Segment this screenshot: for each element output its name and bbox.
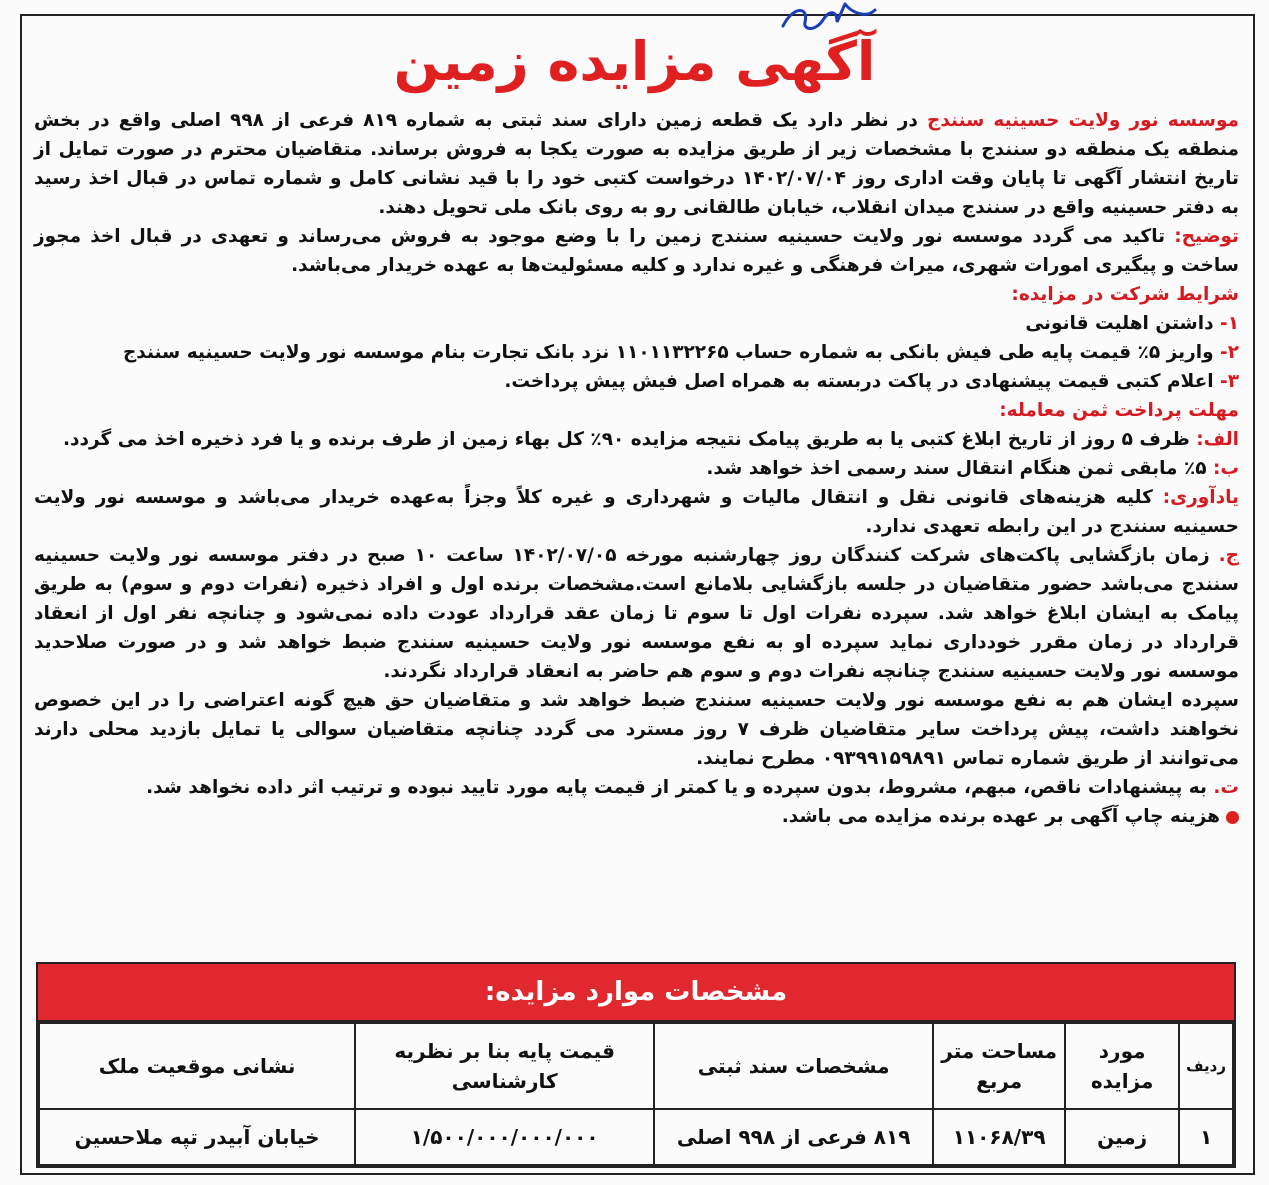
deposit-paragraph: سپرده ایشان هم به نفع موسسه نور ولایت حسینیه سنندج ضبط خواهد شد و متقاضیان حق هیچ گونه اعتراضی را در این خصوص نخواهند داشت، پیش پرداخت سایر متقاضیان ظرف ۷ روز مسترد می گردد چنانچه متقاضیان سوالی یا تمایل بازدید محلی دارند می‌توانند از طریق شماره تماس ۰۹۳۹۹۱۵۹۸۹۱ مطرح نمایند. — [34, 690, 1239, 769]
intro-paragraph — [34, 106, 1239, 222]
header-price: قیمت پایه بنا بر نظریه کارشناسی — [355, 1023, 654, 1109]
table-header-row — [39, 1023, 1233, 1109]
header-item: مورد مزایده — [1065, 1023, 1179, 1109]
org-name: موسسه نور ولایت حسینیه سنندج — [927, 110, 1240, 131]
cell-row-number: ۱ — [1179, 1109, 1233, 1165]
payment-item: ب: ۵٪ مابقی ثمن هنگام انتقال سند رسمی اخذ خواهد شد. — [706, 458, 1239, 479]
cell-address: خیابان آبیدر تپه ملاحسین — [39, 1109, 355, 1165]
opening-label: ج. — [1218, 545, 1239, 566]
header-row-number: ردیف — [1179, 1023, 1233, 1109]
note-paragraph — [34, 222, 1239, 280]
notice-body — [34, 106, 1239, 831]
header-deed: مشخصات سند ثبتی — [654, 1023, 933, 1109]
print-cost-paragraph: هزینه چاپ آگهی بر عهده برنده مزایده می باشد. — [34, 802, 1239, 831]
header-address: نشانی موقعیت ملک — [39, 1023, 355, 1109]
note-text: تاکید می گردد موسسه نور ولایت حسینیه سنندج زمین را با وضع موجود به فروش می‌رساند و تعهدی در قبال اخذ مجوز ساخت و پیگیری امورات شهری، میراث فرهنگی و غیره ندارد و کلیه مسئولیت‌ها به عهده خریدار می‌باشد. — [34, 226, 1239, 276]
auction-items-table — [36, 962, 1236, 1168]
incomplete-label: ت. — [1213, 777, 1239, 798]
payment-heading: مهلت پرداخت ثمن معامله: — [999, 400, 1239, 421]
condition-item: ۱- داشتن اهلیت قانونی — [1025, 313, 1239, 334]
cell-deed: ۸۱۹ فرعی از ۹۹۸ اصلی — [654, 1109, 933, 1165]
items-table — [38, 1022, 1234, 1166]
bullet-icon — [1226, 811, 1239, 824]
cell-item: زمین — [1065, 1109, 1179, 1165]
table-title: مشخصات موارد مزایده: — [38, 964, 1234, 1022]
note-label: توضیح: — [1174, 226, 1239, 247]
conditions-heading: شرایط شرکت در مزایده: — [1011, 284, 1239, 305]
opening-paragraph: ج. زمان بازگشایی پاکت‌های شرکت کنندگان روز چهارشنبه مورخه ۱۴۰۲/۰۷/۰۵ ساعت ۱۰ صبح در دفتر موسسه نور ولایت حسینیه سنندج می‌باشد حضور متقاضیان در جلسه بازگشایی بلامانع است.مشخصات برنده اول و افراد ذخیره (نفرات دوم و سوم) به طریق پیامک به ایشان ابلاغ خواهد شد. سپرده نفرات اول تا سوم تا زمان عقد قرارداد عودت داده نمی‌شود و چنانچه نفر اول از انعقاد قرارداد در زمان مقرر خودداری نماید سپرده او به نفع موسسه نور ولایت حسینیه سنندج ضبط خواهد شد و در صورت صلاحدید موسسه نور ولایت حسینیه سنندج چنانچه نفرات دوم و سوم هم حاضر به انعقاد قرارداد نگردند. — [34, 545, 1239, 682]
reminder-paragraph: یادآوری: کلیه هزینه‌های قانونی نقل و انتقال مالیات و شهرداری و غیره کلاً وجزاً به‌عهده خریدار می‌باشد و موسسه نور ولایت حسینیه سنندج در این رابطه تعهدی ندارد. — [34, 487, 1239, 537]
incomplete-paragraph: ت. به پیشنهادات ناقص، مبهم، مشروط، بدون سپرده و یا کمتر از قیمت پایه مورد تایید نبوده و ترتیب اثر داده نخواهد شد. — [146, 777, 1239, 798]
page-title: آگهی مزایده زمین — [393, 30, 876, 93]
condition-item: ۳- اعلام کتبی قیمت پیشنهادی در پاکت دربسته به همراه اصل فیش پیش پرداخت. — [504, 371, 1239, 392]
cell-price: ۱/۵۰۰/۰۰۰/۰۰۰/۰۰۰ — [355, 1109, 654, 1165]
intro-text: در نظر دارد یک قطعه زمین دارای سند ثبتی به شماره ۸۱۹ فرعی از ۹۹۸ اصلی واقع در بخش منطقه یک منطقه دو سنندج با مشخصات زیر از طریق مزایده به صورت یکجا به فروش برساند. متقاضیان محترم در صورت تمایل از تاریخ انتشار آگهی تا پایان وقت اداری روز ۱۴۰۲/۰۷/۰۴ درخواست کتبی خود را با قید نشانی کامل و شماره تماس در قبال اخذ رسید به دفتر حسینیه واقع در سنندج میدان انقلاب، خیابان طالقانی رو به روی بانک ملی تحویل دهند. — [34, 110, 1239, 218]
table-row — [39, 1109, 1233, 1165]
reminder-label: یادآوری: — [1162, 487, 1239, 508]
cell-area: ۱۱۰۶۸/۳۹ — [933, 1109, 1065, 1165]
header-area: مساحت متر مربع — [933, 1023, 1065, 1109]
payment-item: الف: ظرف ۵ روز از تاریخ ابلاغ کتبی یا به طریق پیامک نتیجه مزایده ۹۰٪ کل بهاء زمین از طرف برنده و یا فرد ذخیره اخذ می گردد. — [62, 429, 1239, 450]
condition-item: ۲- واریز ۵٪ قیمت پایه طی فیش بانکی به شماره حساب ۱۱۰۱۱۳۲۲۶۵ نزد بانک تجارت بنام موسسه نور ولایت حسینیه سنندج — [122, 342, 1239, 363]
